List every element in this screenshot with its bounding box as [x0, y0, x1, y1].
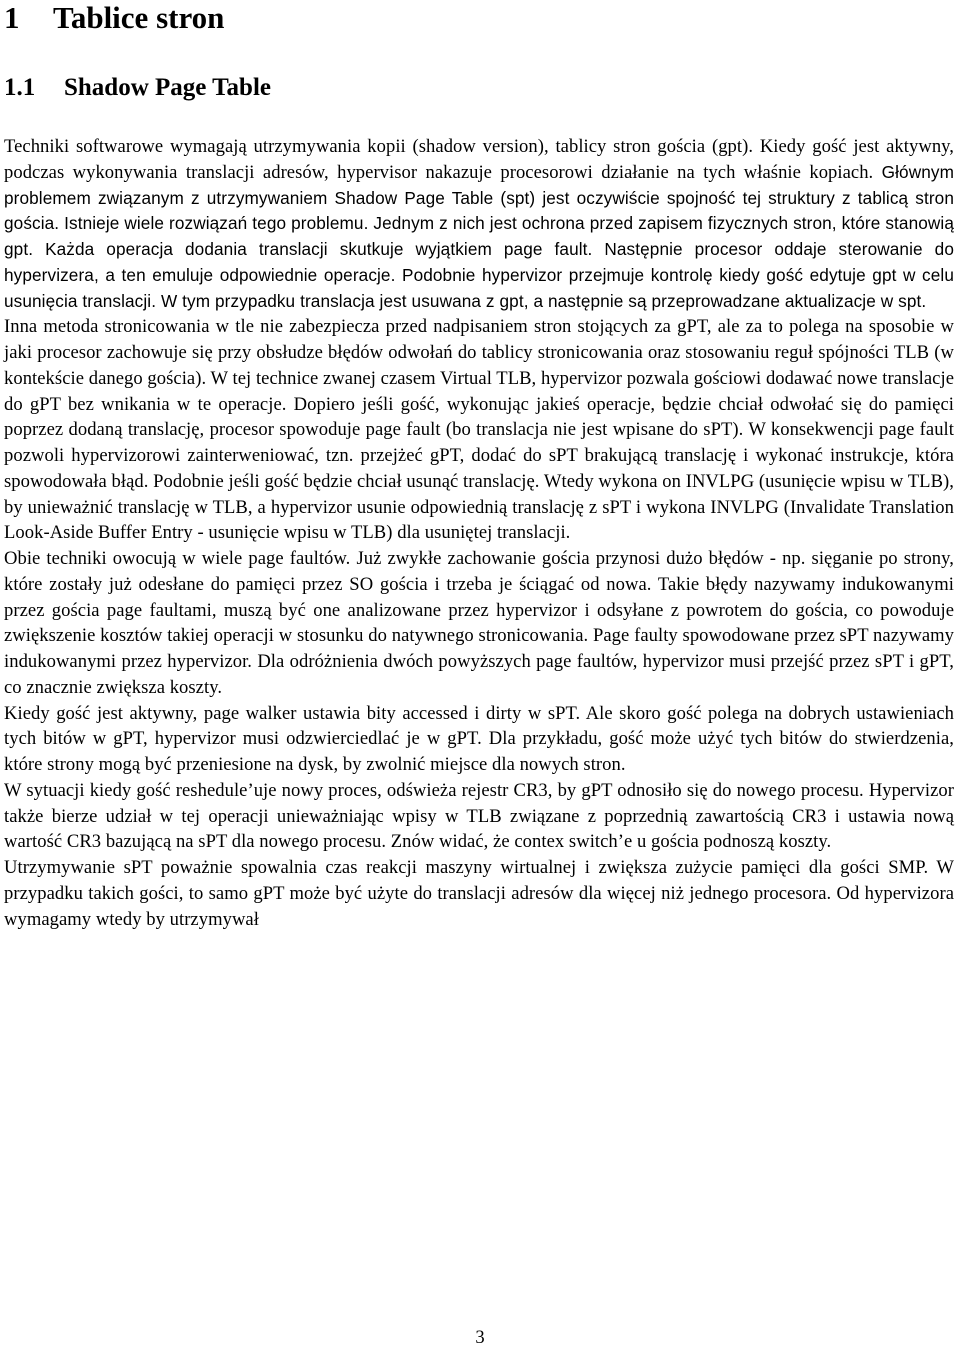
paragraph: [4, 855, 954, 932]
document-page: [4, 0, 954, 932]
paragraph-text: Techniki softwarowe wymagają utrzymywania kopii (shadow version), tablicy stron gościa (gpt). Kiedy gość jest aktywny, podczas wykonywania translacji adresów, hypervisor nakazuje procesorowi działanie na tych właśnie kopiach.: [4, 136, 954, 183]
body-text: [4, 134, 954, 932]
paragraph: [4, 134, 954, 314]
paragraph: [4, 778, 954, 855]
paragraph-text: W sytuacji kiedy gość reshedule’uje nowy proces, odświeża rejestr CR3, by gPT odnosiło się do nowego procesu. Hypervizor także bierze udział w tej operacji unieważniając wpisy w TLB związane z poprzednią zawartością CR3 i ustawia nową wartość CR3 bazującą na sPT dla nowego procesu. Znów widać, że contex switch’e u gościa podnoszą koszty.: [4, 779, 954, 853]
paragraph: [4, 546, 954, 701]
paragraph: [4, 701, 954, 778]
paragraph-text: Obie techniki owocują w wiele page faultów. Już zwykłe zachowanie gościa przynosi dużo błędów - np. sięganie po strony, które zostały już odesłane do pamięci przez SO gościa i trzeba je ściągać od nowa. Takie błędy nazywamy indukowanymi przez gościa page faultami, muszą być one analizowane przez hypervizor i odsyłane z powrotem do gościa, co powoduje zwiększenie kosztów takiej operacji w stosunku do natywnego stronicowania. Page faulty spowodowane przez sPT nazywamy indukowanymi przez hypervizor. Dla odróżnienia dwóch powyższych page faultów, hypervizor musi przejść przez sPT i gPT, co znacznie zwiększa koszty.: [4, 548, 954, 698]
subsection-title: Shadow Page Table: [64, 74, 272, 101]
subsection-number: 1.1: [4, 74, 36, 101]
paragraph-text: Kiedy gość jest aktywny, page walker ustawia bity accessed i dirty w sPT. Ale skoro gość polega na dobrych ustawieniach tych bitów w gPT, hypervizor musi odzwierciedlać je w gPT. Dla przykładu, gość może użyć tych bitów do stwierdzenia, które strony mogą być przeniesione na dysk, by zwolnić miejsce dla nowych stron.: [4, 702, 954, 775]
paragraph-text: Utrzymywanie sPT poważnie spowalnia czas reakcji maszyny wirtualnej i zwiększa zużycie pamięci dla gości SMP. W przypadku takich gości, to samo gPT może być użyte do translacji adresów dla więcej niż jednego procesora. Od hypervizora wymagamy wtedy by utrzymywał: [4, 857, 954, 930]
paragraph-text: Inna metoda stronicowania w tle nie zabezpiecza przed nadpisaniem stron stojących za gPT, ale za to polega na sposobie w jaki procesor zachowuje się przy obsłudze błędów odwołań do tablicy stronicowania oraz stosowaniu reguł spójności TLB (w kontekście danego gościa). W tej technice zwanej czasem Virtual TLB, hypervizor pozwala gościowi dodawać nowe translacje do gPT bez wnikania w te operacje. Dopiero jeśli gość, wykonując jakieś operacje, będzie chciał odwołać się do pamięci poprzez dodaną translację, procesor spowoduje page fault (bo translacja nie jest wpisane do sPT). W konsekwencji page fault pozwoli hypervizorowi zainterweniować, tzn. przejżeć gPT, dodać do sPT brakującą translację i wykonać instrukcje, która spowodowała błąd. Podobnie jeśli gość będzie chciał usunąć translację. Wtedy wykona on INVLPG (usunięcie wpisu w TLB), by unieważnić translację w TLB, a hypervizor usunie odpowiednią translację z sPT i wykona INVLPG (Invalidate Translation Look-Aside Buffer Entry - usunięcie wpisu w TLB) dla usuniętej translacji.: [4, 316, 954, 544]
paragraph: [4, 314, 954, 546]
section-title: Tablice stron: [53, 0, 225, 35]
subsection-heading: [4, 72, 954, 104]
section-number: 1: [4, 0, 20, 35]
page-number: 3: [475, 1327, 485, 1348]
paragraph-text-sans: Głównym problemem związanym z utrzymywaniem Shadow Page Table (spt) jest oczywiście spojność tej struktury z tablicą stron gościa. Istnieje wiele rozwiązań tego problemu. Jednym z nich jest ochrona przed zapisem fizycznych stron, które stanowią gpt. Każda operacja dodania translacji skutkuje wyjątkiem page fault. Następnie procesor oddaje sterowanie do hypervizera, a ten emuluje odpowiednie operacje. Podobnie hypervizor przejmuje kontrolę kiedy gość edytuje gpt w celu usunięcia translacji. W tym przypadku translacja jest usuwana z gpt, a następnie są przeprowadzane aktualizacje w spt.: [4, 161, 955, 311]
section-heading: [4, 0, 954, 36]
